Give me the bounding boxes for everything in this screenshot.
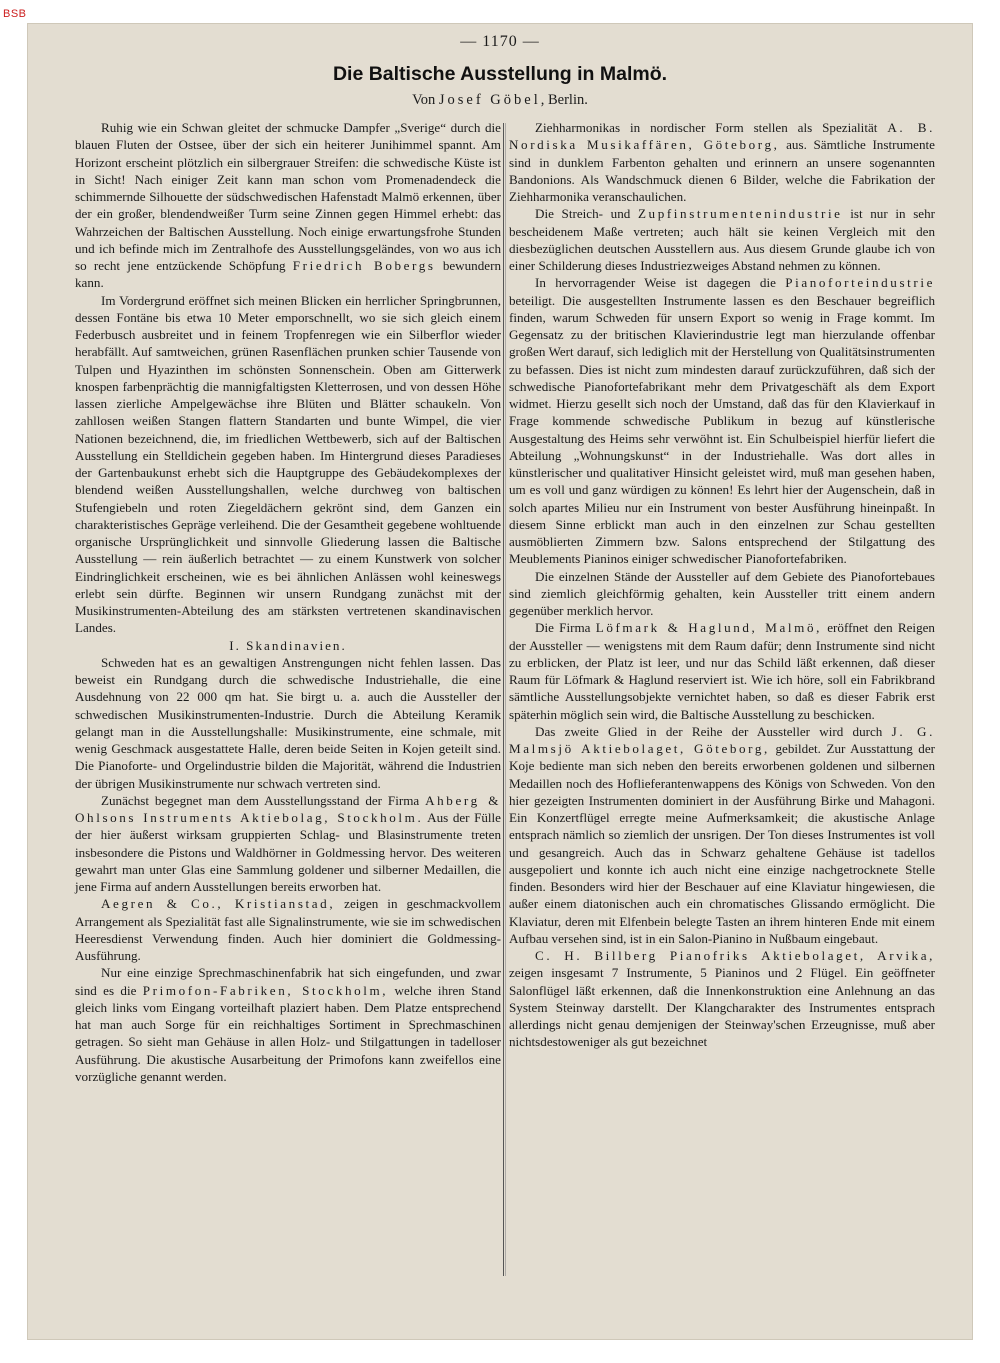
paragraph-text: Aus der Fülle der hier äußerst wirksam gruppierten Schlag- und Blasinstrumente treten insbesondere die Pistons und Waldhörner in Goldmessing hervor. Des weiteren gewahrt man unter Glas eine Sammlung goldener und silberner Medaillen, die jene Firma auf andern Ausstellungen bereits erworben hat. <box>75 810 501 894</box>
paragraph <box>509 947 935 1051</box>
company-name: Aegren & Co., Kristianstad, <box>101 896 336 912</box>
paragraph-text: Ziehharmonikas in nordischer Form stellen als Spezialität <box>535 120 878 135</box>
paragraph-text: ist nur in sehr bescheidenem Maße vertreten; auch hält sie keinen Vergleich mit den diesbezüglichen deutschen Ausstellern aus. Aus diesem Grunde glaube ich von einer Schilderung dieses Industriezweiges Abstand nehmen zu können. <box>509 206 936 273</box>
paragraph-text: bewundern kann. <box>75 258 501 291</box>
company-name: C. H. Billberg Pianofriks Aktiebolaget, Arvika, <box>535 948 935 963</box>
company-name: Primofon-Fabriken, Stockholm, <box>142 982 389 998</box>
company-name: Löfmark & Haglund, Malmö, <box>595 620 822 636</box>
company-name: A. B. Nordiska Musikaffären, Göteborg, <box>509 120 935 153</box>
paragraph-text: beteiligt. Die ausgestellten Instrumente lassen es den Beschauer begreiflich finden, warum Schweden für unsern Export so wenig in Frage kommt. Im Gegensatz zu der britischen Klavierindustrie legt man hierzulande offenbar großen Wert darauf, sich lediglich mit der Herstellung von Qualitätsinstrumenten zu befassen. Dies ist nicht zum mindesten darauf zurückzuführen, daß sich der schwedische Pianofortefabrikant mehr dem Privatgeschäft als dem Export widmet. Hierzu gesellt sich noch der Umstand, daß das für den Klavierkauf in Frage kommende schwedische Publikum in bezug auf künstlerische Ausgestaltung des Heims sehr verwöhnt ist. Ein Schulbeispiel hierfür liefert die Abteilung „Wohnungskunst“ in der Industriehalle. Was dort alles in künstlerischer und qualitativer Hinsicht geleistet wird, muß man gesehen haben, um es voll und ganz würdigen zu können! Es lehrt hier der Augenschein, daß in solch apartes Milieu nur ein Instrument von bester Ausführung hineinpaßt. In diesem Sinne erblickt man auch in den einzelnen zur Schau gestellten ausmöblierten Zimmern bzw. Salons entsprechend der Stilgattung des Meublements Pianinos einiger schwedischer Pianofortefabriken. <box>509 292 935 567</box>
paragraph-text: eröffnet den Reigen der Aussteller — wenigstens mit dem Raum dafür; denn Instrumente sind nicht zu erblicken, der Platz ist leer, und nur das Schild läßt erkennen, daß dieser Raum für Löfmark & Haglund reserviert ist. Wie ich höre, soll ein Fabrikbrand sämtliche Ausstellungsobjekte vernichtet haben, so daß es dieser Fabrik erst späterhin möglich sein wird, die Baltische Ausstellung zu beschicken. <box>509 620 935 722</box>
company-name: Ahberg & Ohlsons Instruments Aktiebolag, Stockholm. <box>75 792 501 825</box>
paragraph-text: Das zweite Glied in der Reihe der Aussteller wird durch <box>535 723 883 739</box>
paragraph-text: Ruhig wie ein Schwan gleitet der schmucke Dampfer „Sverige“ durch die blauen Fluten der Ostsee, über der sich ein heiterer Junihimmel spannt. Am Horizont erscheint plötzlich ein silbergrauer Streifen: die schwedische Küste ist in Sicht! Nach einiger Zeit kann man schon vom Promenadendeck die schimmernde Silhouette der südschwedischen Hafenstadt Malmö erkennen, über der ein großer, blendendweißer Turm seine Zinnen gegen Himmel erhebt: das Wahrzeichen der Baltischen Ausstellung. Noch einige erwartungsfrohe Stunden und ich befinde mich im Zentralhofe des Ausstellungsgeländes, von wo aus ich so recht jene entzückende Schöpfung <box>75 120 501 273</box>
byline-place: , Berlin. <box>540 92 588 108</box>
paragraph <box>509 723 935 947</box>
person-name: Friedrich Bobergs <box>292 258 436 273</box>
paragraph <box>75 792 501 896</box>
paragraph-text: zeigen in geschmackvollem Arrangement als Spezialität fast alle Signalinstrumente, wie sie im schwedischen Heeresdienst Verwendung finden. Auch hier dominiert die Goldmessing-Ausführung. <box>75 896 501 963</box>
paragraph <box>509 274 935 567</box>
paragraph-text: welche ihren Stand gleich links vom Eingang vorteilhaft plaziert haben. Dem Platze entsprechend hat man auch Sorge für ein reichhaltiges Sortiment in Sprechmaschinen getragen. So sieht man Gehäuse in allen Holz- und Stilgattungen in tadelloser Ausführung. Die akustische Ausarbeitung der Primofons kann zweifellos eine vorzügliche genannt werden. <box>75 982 501 1084</box>
paragraph <box>75 964 501 1085</box>
page-number: — 1170 — <box>460 33 540 50</box>
industry-name: Zupfinstrumentenindustrie <box>637 206 843 222</box>
byline <box>27 92 973 109</box>
left-column <box>75 119 501 1085</box>
right-column <box>509 119 935 1051</box>
paragraph: Im Vordergrund eröffnet sich meinen Blicken ein herrlicher Springbrunnen, dessen Fontäne bis etwa 10 Meter emporschnellt, wo sie sich gleich einem Federbusch ausbreitet und in feinem Tropfenregen wie ein Silberflor wieder herabfällt. Auf samtweichen, grünen Rasenflächen prunken schier Tausende von Tulpen und Hyazinthen im schönsten Sonnenschein. Oben am Gitterwerk knospen farbenprächtig die mannigfaltigsten Kletterrosen, und von dessen Höhe lassen zierliche Ampelgewächse ihre Blüten und Blätter schaukeln. Von zahllosen weißen Stangen flattern Standarten und bunte Wimpel, die vier Nationen bezeichnend, die, im friedlichen Wettbewerb, sich auf der Baltischen Ausstellung ein Stelldichein gegeben haben. Im Hintergrund dieses Paradieses der Gartenbaukunst erhebt sich die Hauptgruppe des Gebäudekomplexes der blendend weißen Ausstellungshallen, welche durchweg von baltischen Stufengiebeln und roten Ziegeldächern gekrönt sind, dem Ganzen ein charakteristisches Gepräge verleihend. Die der Gesamtheit gegebene wohltuende organische Ursprünglichkeit und sinnvolle Gliederung lassen die Baltische Ausstellung — rein äußerlich betrachtet — zu einem Kunstwerk von solcher Eindringlichkeit erscheinen, wie es bei ähnlichen Anlässen wohl keineswegs erlebt sein dürfte. Beginnen wir unsern Rundgang zunächst mit der Musikinstrumenten-Abteilung des am stärksten vertretenen skandinavischen Landes. <box>75 292 501 636</box>
paragraph <box>509 119 935 205</box>
industry-name: Pianoforteindustrie <box>785 275 935 291</box>
paragraph-text: Zunächst begegnet man dem Ausstellungsstand der Firma <box>101 792 420 808</box>
paragraph-text: zeigen insgesamt 7 Instrumente, 5 Pianinos und 2 Flügel. Ein geöffneter Salonflügel läßt erkennen, daß die Innenkonstruktion eine Anlehnung an das System Steinway darstellt. Der Klangcharakter des Instrumentes entsprach allerdings nicht genau demjenigen der Steinway'schen Erzeugnisse, muß aber nichtsdestoweniger als gut bezeichnet <box>509 965 935 1050</box>
column-divider <box>503 123 504 1276</box>
paragraph-text: Die Streich- und <box>535 206 631 222</box>
company-name: J. G. Malmsjö Aktiebolaget, Göteborg, <box>509 723 935 756</box>
column-divider-shadow <box>505 123 506 1276</box>
paragraph-text: Nur eine einzige Sprechmaschinenfabrik hat sich eingefunden, und zwar sind es die <box>75 965 501 998</box>
paragraph <box>75 895 501 964</box>
paragraph-text: Die Firma <box>535 620 591 636</box>
paragraph-text: aus. Sämtliche Instrumente sind in dunklem Farbenton gehalten und erinnern an unsere sogenannten Bandonions. Als Wandschmuck dienen 6 Bilder, welche die Fabrikation der Ziehharmonika veranschaulichen. <box>509 137 935 204</box>
paragraph <box>509 205 935 274</box>
paragraph: Schweden hat es an gewaltigen Anstrengungen nicht fehlen lassen. Das beweist ein Rundgang durch die schwedische Industriehalle, die eine Ausdehnung von 22 000 qm hat. Sie birgt u. a. auch die Aussteller der schwedischen Musikinstrumenten-Industrie. Durch die Abteilung Keramik gelangt man in die Ausstellungshalle: Musikinstrumente, eine schmale, mit wenig Geschmack ausgestattete Halle, deren beide Seiten in Kojen geteilt sind. Die Pianoforte- und Orgelindustrie bilden die Majorität, während die Industrien der übrigen Musikinstrumente nur schwach vertreten sind. <box>75 654 501 791</box>
paragraph-text: In hervorragender Weise ist dagegen die <box>535 275 776 291</box>
paragraph <box>75 119 501 292</box>
scanned-page <box>27 23 973 1340</box>
section-heading: I. Skandinavien. <box>229 637 347 653</box>
article-title: Die Baltische Ausstellung in Malmö. <box>332 63 668 85</box>
library-watermark: BSB <box>3 8 27 20</box>
paragraph-text: gebildet. Zur Ausstattung der Koje bediente man sich neben den bereits erworbenen goldenen und silbernen Medaillen noch des Hoflieferantenwappens des Königs von Schweden. Von den hier gezeigten Instrumenten dominiert in der Ausführung Birke und Mahagoni. Ein Konzertflügel erregte meine Aufmerksamkeit; die akustische Anlage entsprach nämlich so ziemlich der unsrigen. Der Ton dieses Instrumentes ist voll und gesangreich. Auch das in Schwarz gehaltene Gehäuse ist tadellos ausgepoliert und konnte ich auch nicht eine einzige nachgetrocknete Stelle finden. Besonders wird hier der Beschauer auf eine Klaviatur hingewiesen, die außer einem diatonischen auch ein chromatisches Glissando ermöglicht. Die Klaviatur, deren mit Elfenbein belegte Tasten an ihrem hinteren Ende mit einem Aufbau versehen sind, ist in ein Salon-Pianino in Nußbaum eingebaut. <box>509 741 936 946</box>
paragraph: Die einzelnen Stände der Aussteller auf dem Gebiete des Pianofortebaues sind ziemlich gleichförmig gehalten, kein Aussteller tritt einem andern gegenüber merklich hervor. <box>509 568 935 618</box>
byline-author: Josef Göbel <box>438 92 541 108</box>
paragraph <box>509 619 935 723</box>
byline-prefix: Von <box>412 92 436 108</box>
